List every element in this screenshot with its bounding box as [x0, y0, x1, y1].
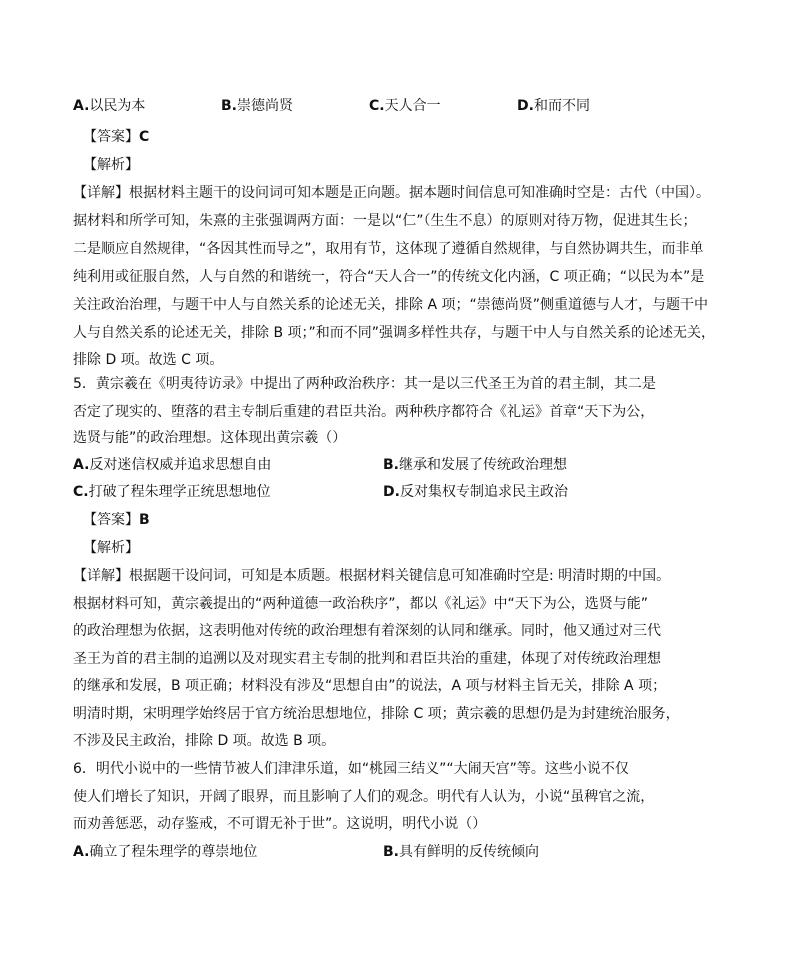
q6-stem-line: 使人们增长了知识，开阔了眼界，而且影响了人们的观念。明代有人认为，小说“虽稗官之流， [73, 789, 655, 805]
q6-stem-line: 6．明代小说中的一些情节被人们津津乐道，如“桃园三结义”“大闹天宫”等。这些小说不仅 [73, 761, 629, 777]
q4-option-b: B.崇德尚贤 [221, 98, 293, 114]
q5-option-a: A.反对迷信权威并追求思想自由 [73, 457, 272, 473]
q4-detail-line: 纯利用或征服自然，人与自然的和谐统一，符合“天人合一”的传统文化内涵，C 项正确；“以民为本”是 [73, 269, 705, 285]
q5-option-c: C.打破了程朱理学正统思想地位 [73, 484, 271, 500]
q6-option-a: A.确立了程朱理学的尊崇地位 [73, 844, 258, 860]
q5-detail-line: 不涉及民主政治，排除 D 项。故选 B 项。 [73, 733, 336, 749]
q6-stem-line: 而劝善惩恶，动存鉴戒，不可谓无补于世”。这说明，明代小说（） [73, 816, 487, 832]
q5-detail-line: 【详解】根据题干设问词，可知是本质题。根据材料关键信息可知准确时空是: 明清时期的中国。 [73, 568, 671, 584]
q4-detail-line: 【详解】根据材料主题干的设问词可知本题是正向题。据本题时间信息可知准确时空是：古代（中国）。 [73, 185, 710, 201]
q4-detail-line: 排除 D 项。故选 C 项。 [73, 352, 224, 368]
q5-detail-line: 的政治理想为依据，这表明他对传统的政治理想有着深刻的认同和继承。同时，他又通过对三代 [73, 623, 661, 639]
q5-option-d: D.反对集权专制追求民主政治 [383, 484, 568, 500]
q4-option-a: A.以民为本 [73, 98, 146, 114]
q4-detail-line: 关注政治治理，与题干中人与自然关系的论述无关，排除 A 项；“崇德尚贤”侧重道德与人才，与题干中 [73, 297, 708, 313]
q5-detail-line: 明清时期，宋明理学始终居于官方统治思想地位，排除 C 项；黄宗羲的思想仍是为封建统治服务， [73, 706, 680, 722]
q5-stem-line: 5．黄宗羲在《明夷待访录》中提出了两种政治秩序：其一是以三代圣王为首的君主制，其二是 [73, 376, 656, 392]
q4-answer: 【答案】C [83, 129, 150, 145]
q4-detail-line: 二是顺应自然规律，“各因其性而导之”，取用有节，这体现了遵循自然规律，与自然协调共生，而非单 [73, 241, 704, 257]
q5-stem-line: 选贤与能”的政治理想。这体现出黄宗羲（） [73, 430, 347, 446]
q5-detail-line: 根据材料可知，黄宗羲提出的“两种道德一政治秩序”，都以《礼运》中“天下为公，选贤与能” [73, 596, 649, 612]
q5-option-b: B.继承和发展了传统政治理想 [383, 457, 567, 473]
q4-option-c: C.天人合一 [369, 98, 441, 114]
q5-detail-line: 的继承和发展，B 项正确；材料没有涉及“思想自由”的说法，A 项与材料主旨无关，排除 A 项； [73, 678, 667, 694]
q4-detail-line: 据材料和所学可知，朱熹的主张强调两方面：一是以“仁”（生生不息）的原则对待万物，促进其生长； [73, 213, 697, 229]
q4-option-d: D.和而不同 [517, 98, 590, 114]
q4-detail-line: 人与自然关系的论述无关，排除 B 项；”和而不同”强调多样性共存，与题干中人与自然关系的论述无关， [73, 325, 716, 341]
q6-option-b: B.具有鲜明的反传统倾向 [383, 844, 539, 860]
q4-analysis-label: 【解析】 [83, 157, 139, 173]
q5-stem-line: 否定了现实的、堕落的君主专制后重建的君臣共治。两种秩序都符合《礼运》首章“天下为公， [73, 404, 655, 420]
q5-answer: 【答案】B [83, 512, 150, 528]
q5-analysis-label: 【解析】 [83, 540, 139, 556]
q5-detail-line: 圣王为首的君主制的追溯以及对现实君主专制的批判和君臣共治的重建，体现了对传统政治理想 [73, 651, 661, 667]
